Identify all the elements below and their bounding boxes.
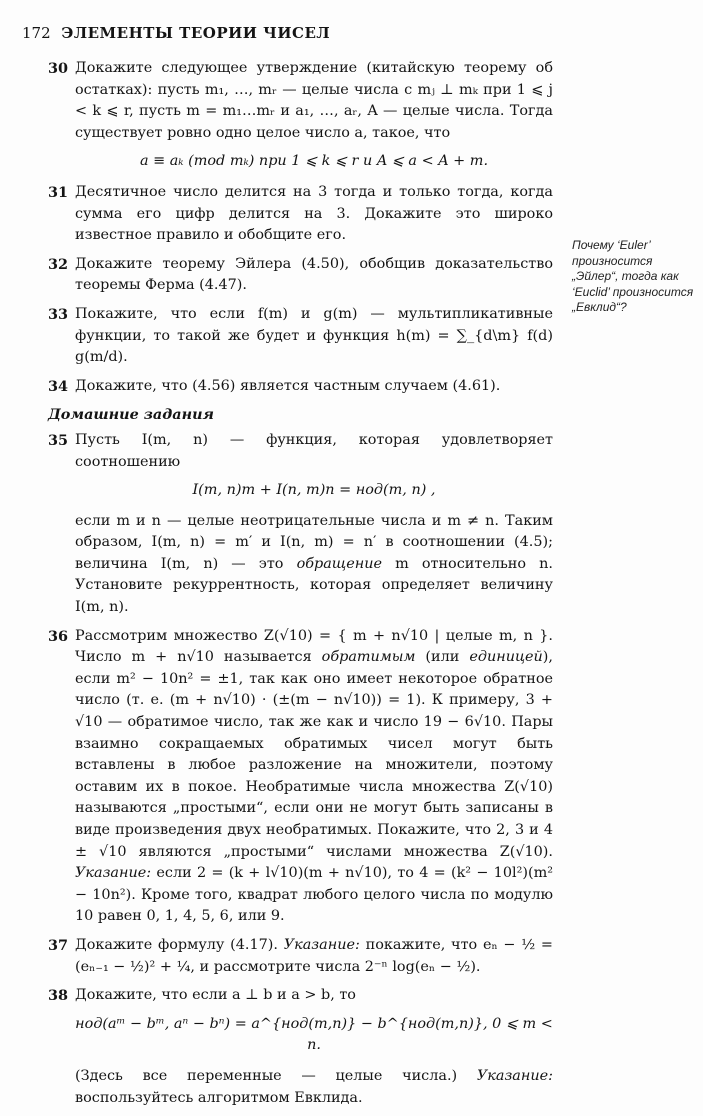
exercise-number: 32 [48, 255, 69, 273]
text-run: если m и n — целые неотрицательные числа и m ≠ n. Таким образом, I(m, n) = m′ и I(n, m) = n′ в соотношении (4.5); величина I(m, n) — это [75, 512, 553, 572]
text-run: если 2 = (k + l√10)(m + n√10), то 4 = (k² − 10l²)(m² − 10n²). Кроме того, квадрат любого целого числа по модулю 10 равен 0, 1, 4, 5, 6, или 9. [75, 865, 553, 925]
exercise-number: 35 [48, 431, 69, 449]
exercise-number: 34 [48, 377, 69, 395]
display-formula: I(m, n)m + I(n, m)n = нод(m, n) , [192, 482, 436, 499]
text-run: Рассмотрим множество Z(√10) = { m + n√10 | целые m, n }. Число m + n√10 называется [75, 627, 553, 666]
exercise-text [75, 511, 553, 619]
exercise-text: Докажите следующее утверждение (китайскую теорему об остатках): пусть m₁, …, mᵣ — целые числа с mⱼ ⊥ mₖ при 1 ⩽ j < k ⩽ r, пусть m = m₁…mᵣ и a₁, …, aᵣ, A — целые числа. Тогда существует ровно одно целое число a, такое, что [75, 60, 553, 141]
exercise-text [75, 935, 553, 978]
display-formula: нод(aᵐ − bᵐ, aⁿ − bⁿ) = a^{нод(m,n)} − b^{нод(m,n)}, 0 ⩽ m < n. [75, 1015, 553, 1054]
exercise-37 [48, 935, 553, 978]
exercise-text [75, 1066, 553, 1109]
margin-note: Почему ‘Euler’ произносится „Эйлер“, тогда как ‘Euclid’ произносится „Евклид“? [572, 238, 694, 314]
main-column [48, 58, 553, 1116]
exercise-number: 38 [48, 987, 69, 1005]
exercise-number: 31 [48, 183, 69, 201]
exercise-text: Десятичное число делится на 3 тогда и только тогда, когда сумма его цифр делится на 3. Докажите это широко известное правило и обобщите его. [75, 183, 553, 244]
hint-label: Указание: [476, 1067, 553, 1084]
exercise-number: 36 [48, 627, 69, 645]
hint-label: Указание: [283, 936, 360, 953]
exercise-31 [48, 182, 553, 247]
exercise-number: 37 [48, 936, 69, 954]
exercise-38 [48, 985, 553, 1109]
hint-label: Указание: [75, 865, 152, 882]
exercise-text: Докажите, что (4.56) является частным случаем (4.61). [75, 377, 501, 394]
emphasis-term: единицей [469, 649, 543, 666]
display-formula: a ≡ aₖ (mod mₖ) при 1 ⩽ k ⩽ r и A ⩽ a < A + m. [139, 153, 489, 170]
exercise-36 [48, 626, 553, 928]
section-heading: Домашние задания [48, 406, 214, 424]
exercise-32 [48, 254, 553, 297]
page-title: ЭЛЕМЕНТЫ ТЕОРИИ ЧИСЕЛ [61, 24, 331, 42]
exercise-text [75, 626, 553, 928]
exercise-intro: Докажите, что если a ⊥ b и a > b, то [75, 987, 356, 1004]
text-run: покажите, что eₙ − ½ = (eₙ₋₁ − ½)² + ¼, и рассмотрите числа 2⁻ⁿ log(eₙ − ½). [75, 936, 553, 975]
exercise-33 [48, 304, 553, 369]
exercise-34 [48, 376, 553, 398]
text-run: (Здесь все переменные — целые числа.) [75, 1067, 477, 1084]
exercise-text: Докажите теорему Эйлера (4.50), обобщив доказательство теоремы Ферма (4.47). [75, 255, 553, 294]
text-run: ), если m² − 10n² = ±1, так как оно имеет некоторое обратное число (т. е. (m + n√10) · (±(m − n√10)) = 1). К примеру, 3 + √10 — обратимое число, так же как и число 19 − 6√10. Пары взаимно сокращаемых обратимых чисел могут быть вставлены в любое разложение на множители, поэтому оставим их в покое. Необратимые числа множества Z(√10) называются „простыми“, если они не могут быть записаны в виде произведения двух необратимых. Покажите, что 2, 3 и 4 ± √10 являются „простыми“ числами множества Z(√10). [75, 649, 553, 860]
emphasis-term: обращение [296, 555, 382, 572]
exercise-number: 30 [48, 60, 69, 77]
exercise-number: 33 [48, 305, 69, 323]
text-run: (или [415, 649, 470, 666]
emphasis-term: обратимым [321, 649, 416, 666]
exercise-text: Покажите, что если f(m) и g(m) — мультипликативные функции, то такой же будет и функция h(m) = ∑_{d\m} f(d) g(m/d). [75, 305, 553, 366]
exercise-35 [48, 430, 553, 619]
text-run: m относительно n. Установите рекуррентность, которая определяет величину I(m, n). [75, 555, 553, 616]
exercise-30 [48, 58, 553, 173]
text-run: Докажите формулу (4.17). [75, 936, 284, 953]
exercise-intro: Пусть I(m, n) — функция, которая удовлетворяет соотношению [75, 431, 553, 470]
text-run: воспользуйтесь алгоритмом Евклида. [75, 1089, 363, 1106]
page-number: 172 [22, 24, 51, 42]
page-header [22, 24, 330, 42]
